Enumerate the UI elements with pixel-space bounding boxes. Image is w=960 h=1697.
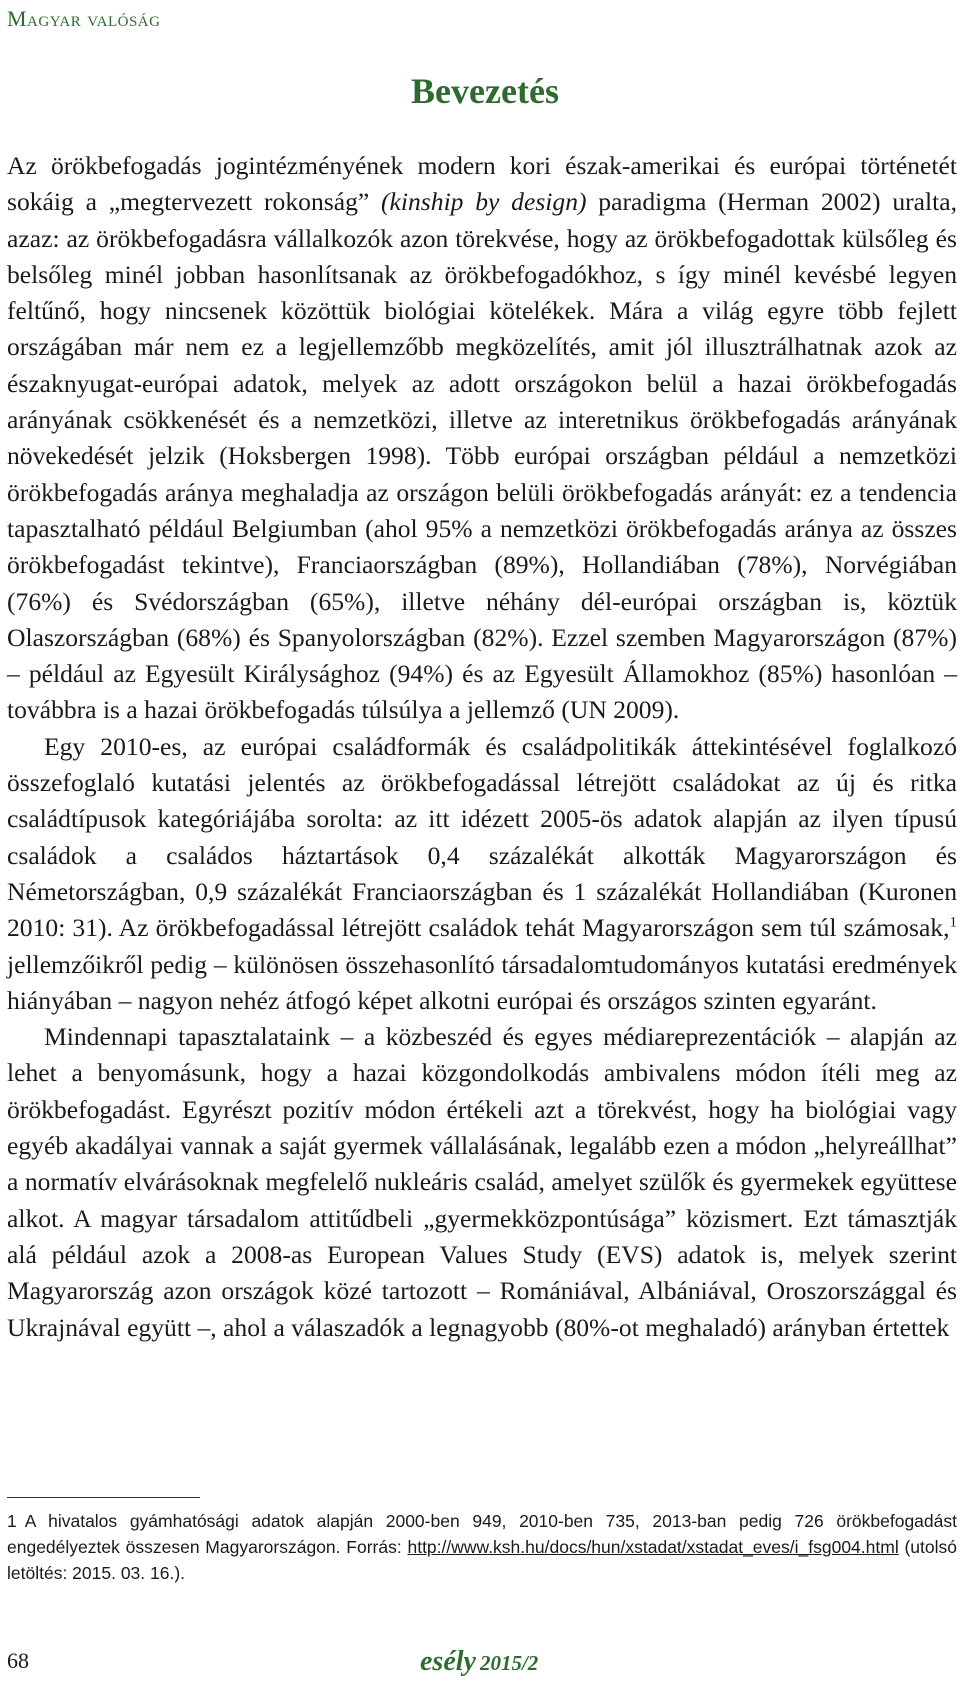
section-title: Bevezetés [411,71,559,111]
journal-name: esély [420,1646,476,1677]
paragraph-2: Egy 2010-es, az európai családformák és családpolitikák áttekintésével foglalkozó összefoglaló kutatási jelentés az örökbefogadással létrejött családokat az új és ritka családtípusok kategóriájába sorolta: az itt idézett 2005-ös adatok alapján az ilyen típusú családok a családos háztartások 0,4 százalékát alkották Magyarországon és Németországban, 0,9 százalékát Franciaországban és 1 százalékát Hollandiában (Kuronen 2010: 31). Az örökbefogadással létrejött családok tehát Magyarországon sem túl számosak,$^1$ jellemzőikről pedig – különösen összehasonlító társadalomtudományos kutatási eredmények hiányában – nagyon nehéz átfogó képet alkotni európai és országos szinten egyaránt. [7,731,957,1015]
footnote-number: 1 [7,1511,17,1531]
page-number: 68 [7,1648,29,1673]
paragraph-1: Az örökbefogadás jogintézményének modern kori észak-amerikai és európai történetét sokáig a „megtervezett rokonság” (kinship by design) paradigma (Herman 2002) uralta, azaz: az örökbefogadásra vállalkozók azon törekvése, hogy az örökbefogadottak külsőleg és belsőleg minél jobban hasonlítsanak az örökbefogadókhoz, s így minél kevésbé legyen feltűnő, hogy nincsenek közöttük biológiai kötelékek. Mára a világ egyre több fejlett országában már nem ez a legjellemzőbb megközelítés, amit jól illusztrálhatnak azok az északnyugat-európai adatok, melyek az adott országokon belül a hazai örökbefogadás arányának csökkenését és a nemzetközi, illetve az interetnikus örökbefogadás arányának növekedését jelzik (Hoksbergen 1998). Több európai országban például a nemzetközi örökbefogadás aránya meghaladja az országon belüli örökbefogadás arányát: ez a tendencia tapasztalható például Belgiumban (ahol 95% a nemzetközi örökbefogadás aránya az összes örökbefogadást tekintve), Franciaországban (89%), Hollandiában (78%), Norvégiában (76%) és Svédországban (65%), illetve néhány dél-európai országban is, köztük Olaszországban (68%) és Spanyolországban (82%). Ezzel szemben Magyarországon (87%) – például az Egyesült Királysághoz (94%) és az Egyesült Államokhoz (85%) hasonlóan – továbbra is a hazai örökbefogadás túlsúlya a jellemző (UN 2009). [7,151,957,725]
footnote-link[interactable]: http://www.ksh.hu/docs/hun/xstadat/xstadat_eves/i_fsg004.html [407,1537,899,1557]
journal-footer [420,1646,538,1678]
italic-phrase: (kinship by design) [381,187,587,217]
running-head: Magyar valóság [7,6,161,31]
paragraph-3: Mindennapi tapasztalataink – a közbeszéd és egyes médiareprezentációk – alapján az lehet a benyomásunk, hogy a hazai közgondolkodás ambivalens módon ítéli meg az örökbefogadást. Egyrészt pozitív módon értékeli azt a törekvést, hogy ha biológiai vagy egyéb akadályai vannak a saját gyermek vállalásának, legalább ezen a módon „helyreállhat” a normatív elvárásoknak megfelelő nukleáris család, amelyet szülők és gyermekek együttese alkot. A magyar társadalom attitűdbeli „gyermekközpontúsága” közismert. Ezt támasztják alá például azok a 2008-as European Values Study (EVS) adatok is, melyek szerint Magyarország azon országok közé tartozott – Romániával, Albániával, Oroszországgal és Ukrajnával együtt –, ahol a válaszadók a legnagyobb (80%-ot meghaladó) arányban értettek [7,1022,957,1342]
journal-issue: 2015/2 [479,1651,539,1675]
footnote-divider [7,1497,200,1498]
footnote-reference[interactable]: 1 [949,914,957,931]
footnote: 1 A hivatalos gyámhatósági adatok alapján 2000-ben 949, 2010-ben 735, 2013-ban pedig 726 örökbefogadást engedélyeztek összesen Magyarországon. Forrás: http://www.ksh.hu/docs/hun/xstadat/xstadat_eves/i_fsg004.html (utolsó letöltés: 2015. 03. 16.). [7,1511,958,1583]
body-text [7,148,957,1346]
